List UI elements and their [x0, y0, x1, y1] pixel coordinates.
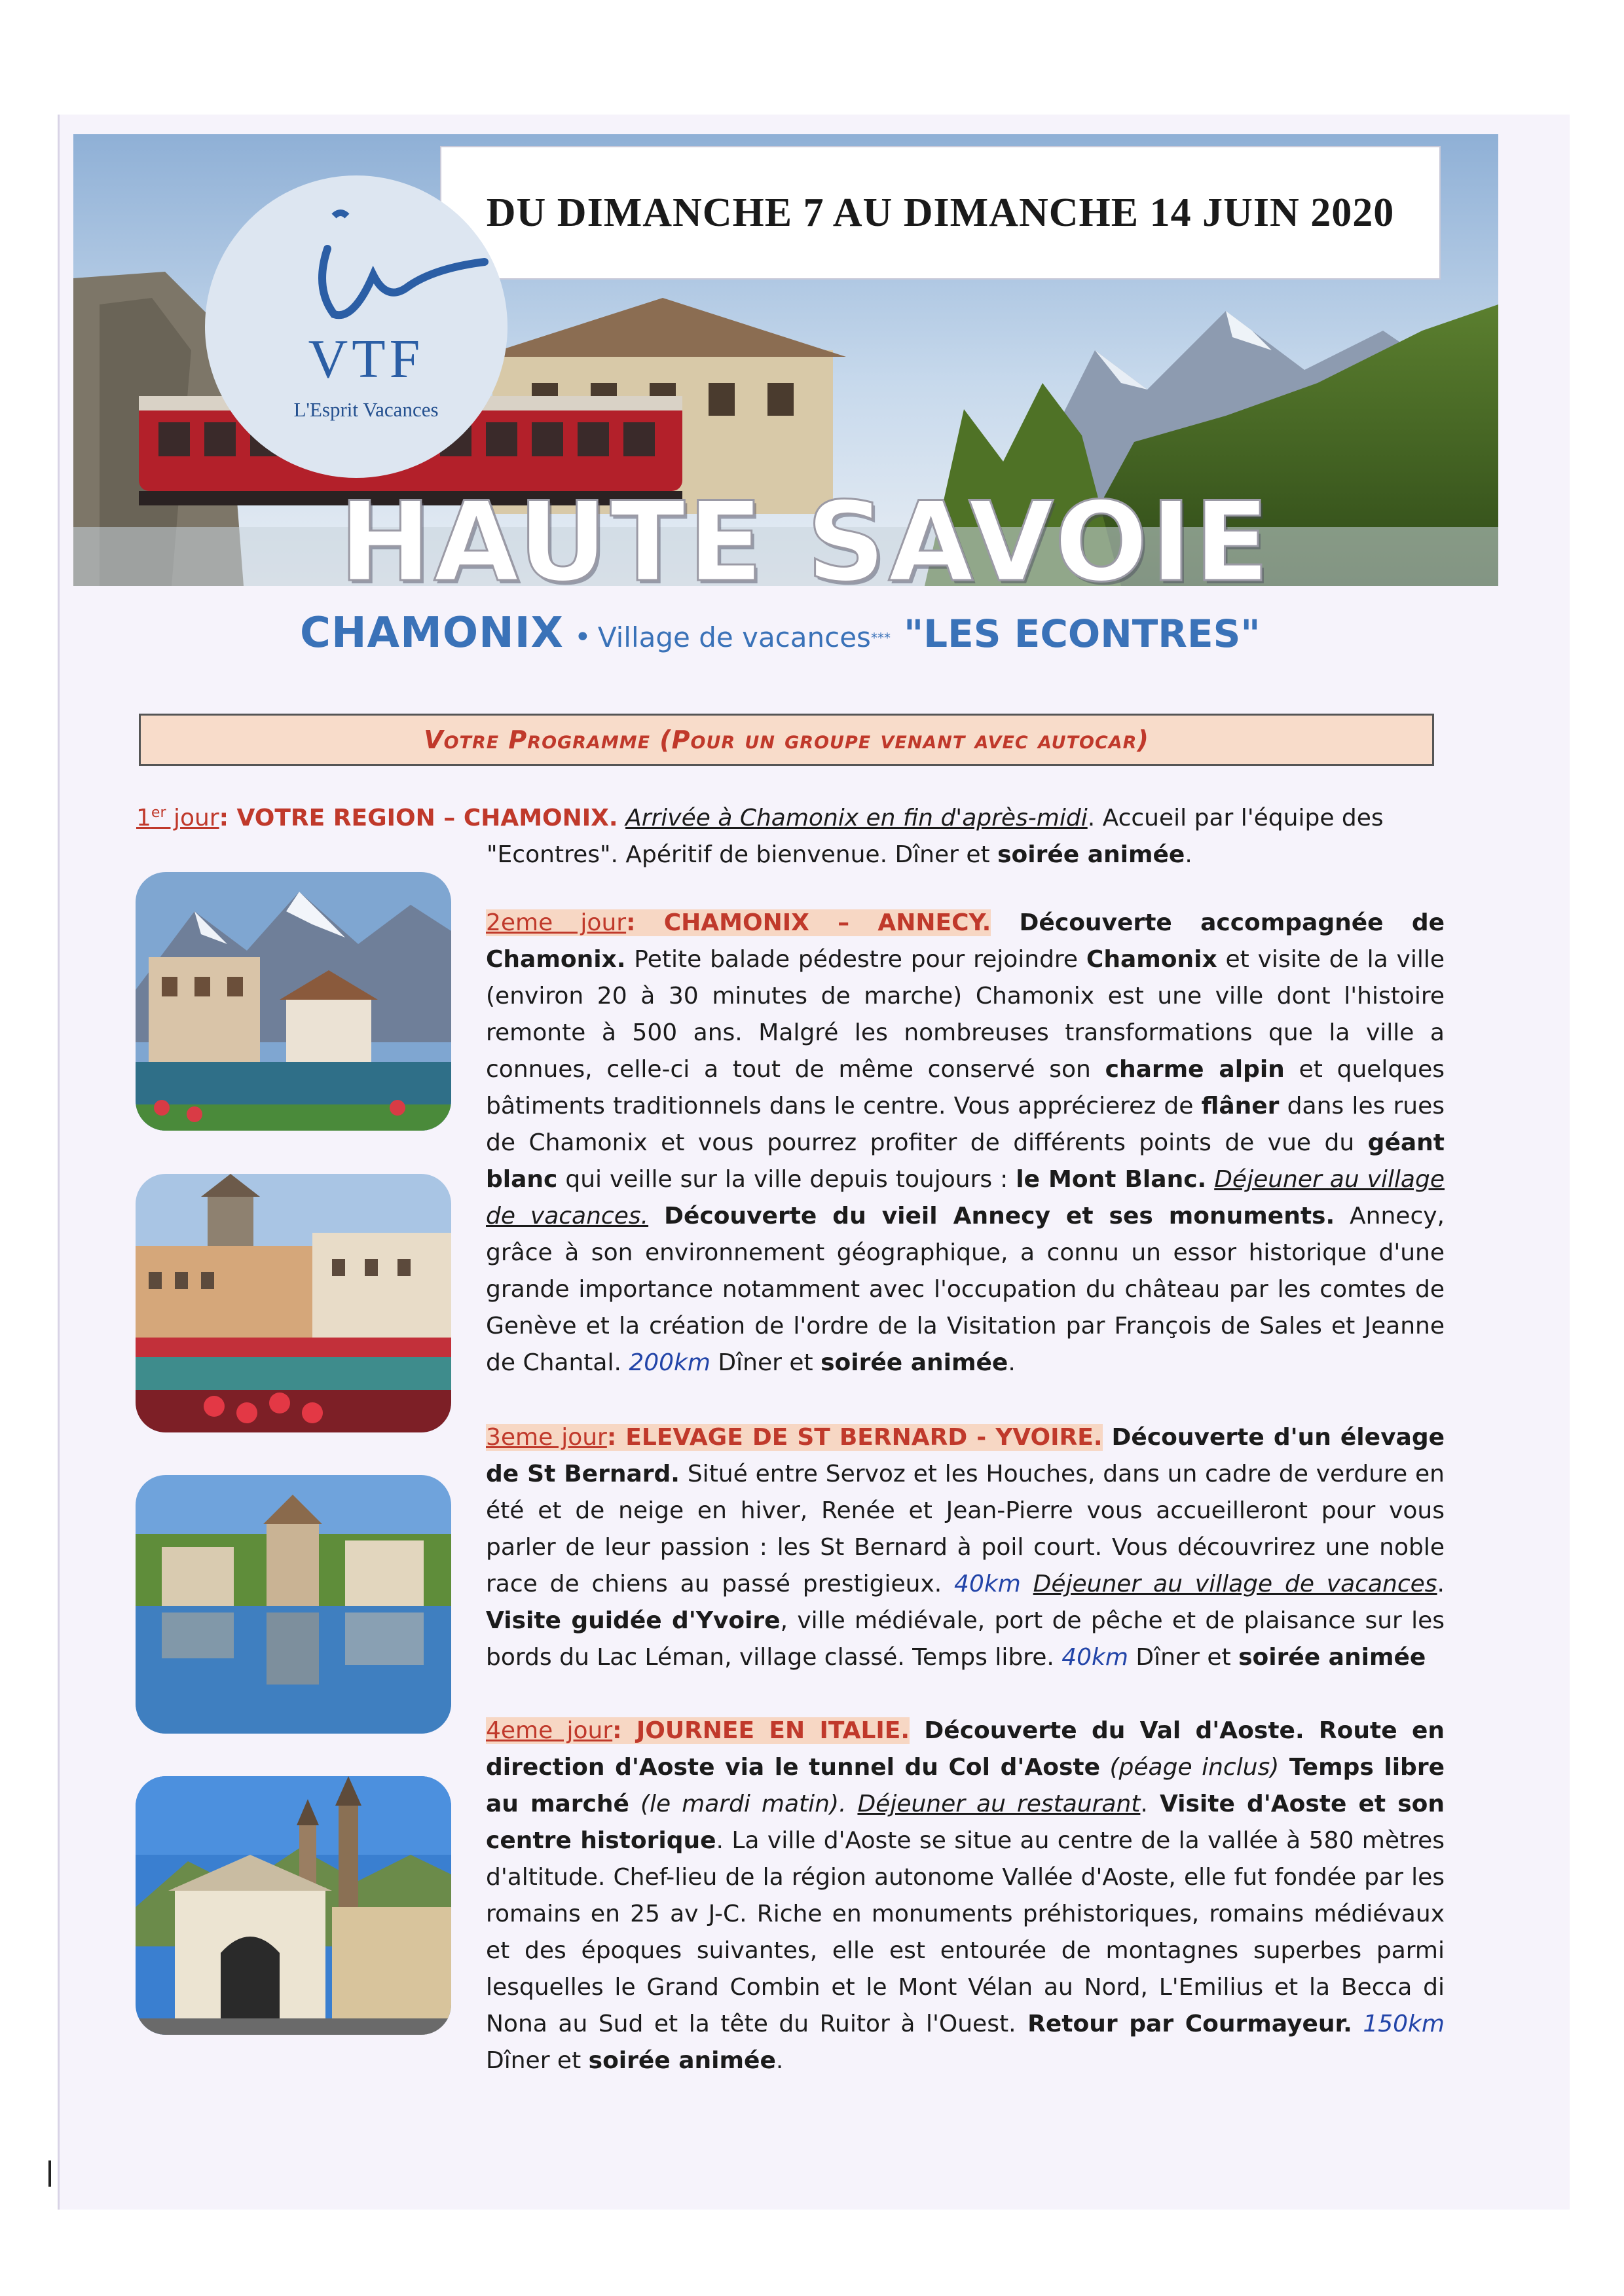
- day-1-soiree: soirée animée: [997, 841, 1185, 868]
- day-2-annecy: Découverte du vieil Annecy et ses monuments.: [648, 1203, 1335, 1230]
- day-4-toll: (péage inclus): [1100, 1754, 1280, 1781]
- day-4-title: : JOURNEE EN ITALIE.: [612, 1717, 910, 1744]
- day-4-text-b: Dîner et: [486, 2047, 589, 2074]
- logo-name: VTF: [308, 329, 424, 390]
- day-3-distance-1: 40km: [954, 1571, 1021, 1597]
- day-1-text: . Accueil par l'équipe des: [1087, 805, 1384, 831]
- day-4-lead: Découverte du Val d'Aoste. Route en direction d'Aoste via le tunnel du Col d'Aoste: [486, 1717, 1445, 1781]
- day-1-text-2: "Econtres". Apéritif de bienvenue. Dîner et: [487, 841, 998, 868]
- day-4-visit: Visite d'Aoste et son centre historique: [486, 1791, 1445, 1854]
- day-2-soiree: soirée animée: [821, 1349, 1008, 1376]
- date-banner: DU DIMANCHE 7 AU DIMANCHE 14 JUIN 2020: [440, 146, 1441, 280]
- day-4-market-day: (le mardi matin).: [629, 1791, 847, 1817]
- day-2-montblanc: le Mont Blanc.: [1016, 1166, 1207, 1193]
- photo-yvoire-lake: [136, 1475, 451, 1734]
- region-title: HAUTE SAVOIE: [339, 478, 1272, 606]
- day-4-end: .: [775, 2047, 784, 2074]
- day-3-text-c: Dîner et: [1128, 1644, 1239, 1671]
- day-2-text-b: et visite de la ville (environ 20 à 30 minutes de marche) Chamonix est une ville dont l'histoire remonte à 500 ans. Malgré les nombreuses transformations que la ville a connues, celle-ci a tout de même conservé son: [486, 946, 1445, 1083]
- day-2-title: : CHAMONIX – ANNECY.: [626, 909, 991, 936]
- day-2-charme: charme alpin: [1105, 1056, 1285, 1083]
- logo-tagline: L'Esprit Vacances: [293, 398, 439, 421]
- day-1-arrival: Arrivée à Chamonix en fin d'après-midi: [625, 805, 1088, 831]
- day-2-flaner: flâner: [1201, 1093, 1280, 1120]
- day-2-lead: Découverte accompagnée de Chamonix.: [486, 909, 1445, 973]
- day-2-text-a: Petite balade pédestre pour rejoindre: [625, 946, 1086, 973]
- city-name: CHAMONIX: [300, 609, 564, 657]
- day-4-text-a: . La ville d'Aoste se situe au centre de la vallée à 580 mètres d'altitude. Chef-lieu de la région autonome Vallée d'Aoste, elle fut fondée par les romains en 25 av J-C. Riche en monuments préhistoriques, romains médiévaux et des époques suivantes, elle est entourée de montagnes superbes parmi lesquelles le Grand Combin et le Mont Vélan au Nord, L'Emilius et la Becca di Nona au Sud et la tête du Ruitor à l'Ouest.: [486, 1827, 1445, 2037]
- subtitle: [300, 609, 1321, 657]
- day-4-label: 4eme jour: [486, 1717, 613, 1744]
- day-3-lead: Découverte d'un élevage de St Bernard.: [486, 1424, 1445, 1487]
- day-1-block: [136, 800, 1445, 873]
- day-2-distance: 200km: [629, 1349, 710, 1376]
- day-2-text-e: qui veille sur la ville depuis toujours :: [557, 1166, 1016, 1193]
- day-1-title: : VOTRE REGION – CHAMONIX.: [219, 805, 618, 831]
- day-3-block: [486, 1419, 1445, 1676]
- day-4-dot: .: [1140, 1791, 1148, 1817]
- day-3-text-a: Situé entre Servoz et les Houches, dans un cadre de verdure en été et de neige en hiver, Renée et Jean-Pierre vous accueilleront pour vous parler de leur passion : les St Bernard à poil court. Vous découvrirez une noble race de chiens au passé prestigieux.: [486, 1461, 1445, 1597]
- photo-annecy-canal: [136, 1174, 451, 1432]
- bullet: •: [574, 621, 591, 654]
- day-2-text-f: Annecy, grâce à son environnement géographique, a connu un essor historique d'une grande importance notamment avec l'occupation du château par les comtes de Genève et la création de l'ordre de la Visitation par François de Sales et Jeanne de Chantal.: [486, 1203, 1445, 1376]
- day-2-geant: géant blanc: [486, 1129, 1445, 1193]
- photo-annecy-mountains: [136, 872, 451, 1131]
- day-4-return: Retour par Courmayeur.: [1016, 2011, 1352, 2037]
- day-2-lunch: Déjeuner au village de vacances.: [486, 1166, 1445, 1230]
- day-1-continuation: [136, 837, 1445, 873]
- day-1-word: jour: [166, 805, 219, 831]
- day-3-title: : ELEVAGE DE ST BERNARD - YVOIRE.: [606, 1424, 1103, 1451]
- programme-title: Votre Programme (Pour un groupe venant avec autocar): [139, 714, 1434, 766]
- day-1-num: 1: [136, 805, 151, 831]
- scan-artifact: [48, 2160, 51, 2187]
- day-4-distance: 150km: [1363, 2011, 1445, 2037]
- day-1-end: .: [1185, 841, 1192, 868]
- rating-stars: ***: [870, 630, 891, 646]
- day-4-soiree: soirée animée: [588, 2047, 776, 2074]
- day-2-text-d: dans les rues de Chamonix et vous pourrez profiter de différents points de vue du: [486, 1093, 1445, 1156]
- day-3-lunch: Déjeuner au village de vacances: [1033, 1571, 1437, 1597]
- day-3-distance-2: 40km: [1061, 1644, 1128, 1671]
- day-3-dot: .: [1437, 1571, 1445, 1597]
- day-4-market: Temps libre au marché: [486, 1754, 1445, 1817]
- day-3-yvoire: Visite guidée d'Yvoire: [486, 1607, 781, 1634]
- day-2-label: 2eme jour: [486, 909, 627, 936]
- village-label: Village de vacances: [597, 621, 871, 653]
- day-4-lunch: Déjeuner au restaurant: [857, 1791, 1141, 1817]
- day-1-label: [136, 805, 219, 831]
- day-3-label: 3eme jour: [486, 1424, 607, 1451]
- logo-swoosh-icon: [288, 196, 524, 327]
- photo-aoste-arch: [136, 1776, 451, 2035]
- day-2-end: .: [1008, 1349, 1016, 1376]
- day-4-block: [486, 1713, 1445, 2079]
- day-3-soiree: soirée animée: [1238, 1644, 1426, 1671]
- day-3-text-b: , ville médiévale, port de pêche et de plaisance sur les bords du Lac Léman, village classé. Temps libre.: [486, 1607, 1445, 1671]
- day-2-block: [486, 905, 1445, 1381]
- day-2-text-c: et quelques bâtiments traditionnels dans le centre. Vous apprécierez de: [486, 1056, 1445, 1120]
- day-2-text-g: Dîner et: [710, 1349, 821, 1376]
- village-name: "LES ECONTRES": [903, 611, 1261, 656]
- day-1-sup: er: [151, 805, 166, 821]
- day-2-chamonix: Chamonix: [1086, 946, 1217, 973]
